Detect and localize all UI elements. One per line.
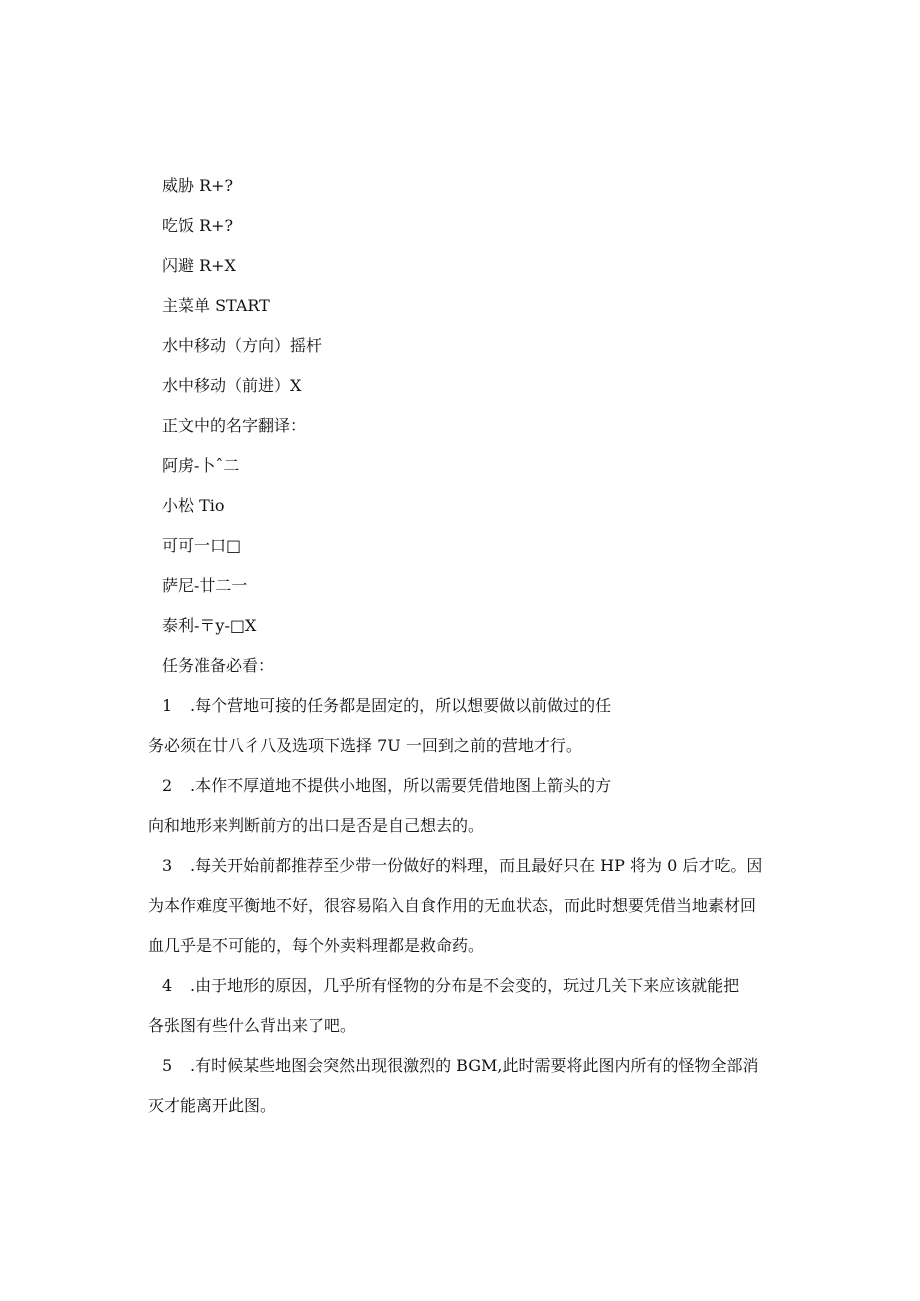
tip-item <box>148 1056 782 1116</box>
tip-line: 各张图有些什么背出来了吧。 <box>148 1016 357 1035</box>
tip-line: 务必须在廿八彳八及选项下选择 7U 一回到之前的营地才行。 <box>148 736 582 755</box>
tip-item <box>148 776 782 836</box>
tip-number: 2 <box>162 776 173 795</box>
name-line: 泰利-〒y-□X <box>162 616 257 635</box>
control-line: 闪避 R+X <box>162 256 236 275</box>
names-heading: 正文中的名字翻译： <box>162 416 307 435</box>
tip-number: 5 <box>162 1056 173 1075</box>
tip-line: 血几乎是不可能的，每个外卖料理都是救命药。 <box>148 936 485 955</box>
control-line: 威胁 R+? <box>162 176 234 195</box>
name-line: 阿虏-卜ˆ二 <box>162 456 240 475</box>
tip-number: 3 <box>162 856 173 875</box>
tip-item <box>148 696 782 756</box>
tip-line: 4 .由于地形的原因，几乎所有怪物的分布是不会变的，玩过几关下来应该就能把 <box>162 976 740 995</box>
control-line: 水中移动（方向）摇杆 <box>162 336 323 355</box>
name-line: 萨尼-廿二一 <box>162 576 248 595</box>
tip-line: 为本作难度平衡地不好，很容易陷入自食作用的无血状态，而此时想要凭借当地素材回 <box>148 896 757 915</box>
name-line: 小松 Tio <box>162 496 225 515</box>
tip-line: 1 .每个营地可接的任务都是固定的，所以想要做以前做过的任 <box>162 696 612 715</box>
tip-line: 向和地形来判断前方的出口是否是自己想去的。 <box>148 816 485 835</box>
control-line: 吃饭 R+? <box>162 216 234 235</box>
tip-number: 1 <box>162 696 173 715</box>
control-line: 主菜单 START <box>162 296 270 315</box>
tip-line: 2 .本作不厚道地不提供小地图，所以需要凭借地图上箭头的方 <box>162 776 612 795</box>
tip-number: 4 <box>162 976 173 995</box>
tip-item <box>148 856 782 956</box>
tip-line: 灭才能离开此图。 <box>148 1096 277 1115</box>
control-line: 水中移动（前进）X <box>162 376 302 395</box>
tips-heading: 任务准备必看： <box>162 656 275 675</box>
name-line: 可可一口□ <box>162 536 242 555</box>
tip-line: 5 .有时候某些地图会突然出现很激烈的 BGM,此时需要将此图内所有的怪物全部消 <box>162 1056 759 1075</box>
tip-line: 3 .每关开始前都推荐至少带一份做好的料理，而且最好只在 HP 将为 0 后才吃。因 <box>162 856 763 875</box>
tip-item <box>148 976 782 1036</box>
